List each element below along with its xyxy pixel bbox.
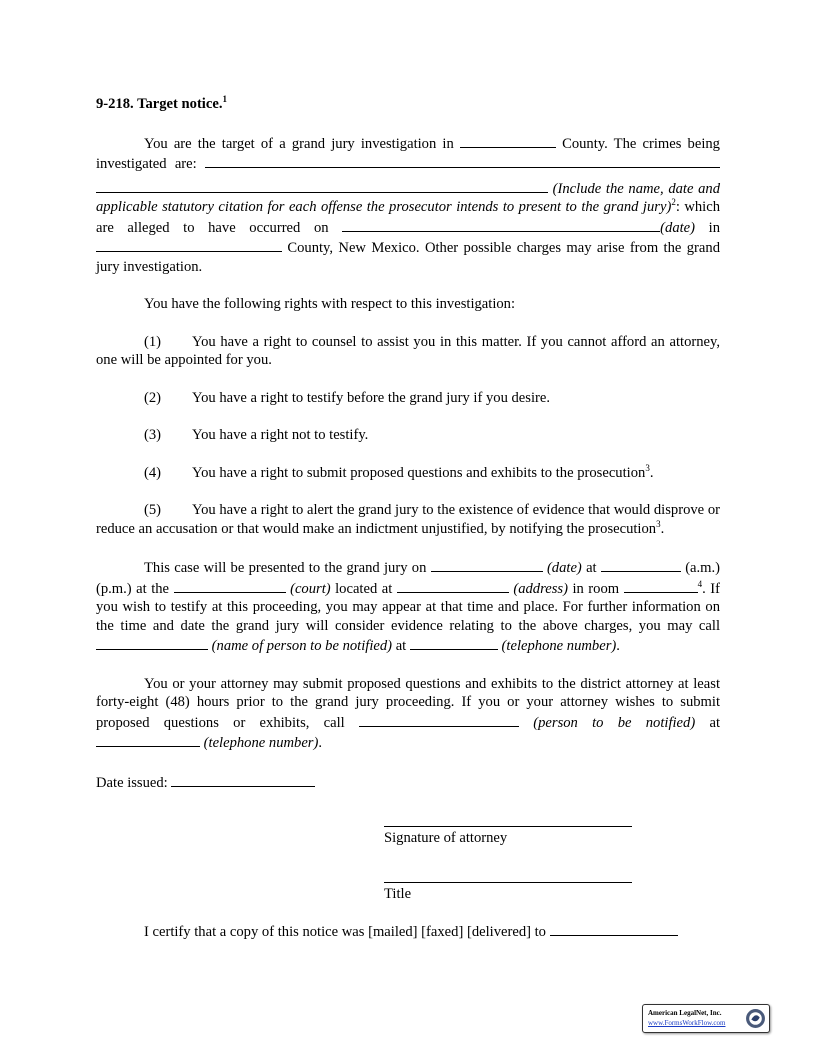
- footnote-ref: 2: [671, 197, 676, 208]
- text: . If you wish to testify at this proceeding, you may appear at that time and place. For further information on the time and date the grand jury will consider evidence relating to the above charges, you may call: [96, 580, 721, 634]
- signature-line[interactable]: [384, 806, 632, 827]
- time-blank[interactable]: [601, 557, 681, 572]
- submit-paragraph: [96, 675, 720, 753]
- item-number: (3): [144, 427, 162, 443]
- certify-paragraph: [96, 921, 720, 942]
- text: County, New Mexico. Other possible charges may arise from the grand jury investigation.: [96, 240, 720, 275]
- logo-company: American LegalNet, Inc.: [648, 1009, 722, 1017]
- text: at: [586, 560, 597, 576]
- crimes-blank-2[interactable]: [96, 174, 548, 193]
- text: You are the target of a grand jury investigation in: [144, 135, 454, 152]
- phone-label: (telephone number): [501, 638, 617, 654]
- instruction-text: (Include the name, date and applicable statutory citation for each offense the prosecutor intends to present to the grand jury): [96, 180, 720, 215]
- address-blank[interactable]: [397, 578, 509, 593]
- title-label: Title: [384, 885, 412, 902]
- signature-label: Signature of attorney: [384, 830, 508, 846]
- footnote-ref: 3: [645, 462, 650, 473]
- text: in: [708, 219, 721, 236]
- date-label: (date): [660, 219, 696, 236]
- submit-person-blank[interactable]: [359, 712, 519, 727]
- footnote-ref: 4: [697, 578, 703, 589]
- court-blank[interactable]: [174, 578, 286, 593]
- text: at: [395, 638, 407, 654]
- room-blank[interactable]: [624, 578, 698, 593]
- attorney-signature-block: [384, 806, 632, 848]
- rights-intro: You have the following rights with respect to this investigation:: [144, 296, 516, 312]
- publisher-logo[interactable]: [642, 1004, 770, 1033]
- text: located at: [335, 580, 393, 597]
- text: .: [616, 638, 620, 654]
- text: : which are alleged to have occurred on: [96, 199, 720, 236]
- footnote-ref: 1: [222, 94, 227, 105]
- date-label: (date): [546, 560, 582, 576]
- logo-url[interactable]: www.FormsWorkFlow.com: [648, 1019, 726, 1027]
- right-item-1: [96, 333, 720, 370]
- item-number: (5): [144, 502, 162, 518]
- text: You or your attorney may submit proposed questions and exhibits to the district attorney at least forty-eight (48) hours prior to the grand jury proceeding. If you or your attorney wishes to submit proposed questions or exhibits, call: [96, 675, 720, 731]
- item-text: You have a right to counsel to assist you in this matter. If you cannot afford an attorney, one will be appointed for you.: [96, 333, 720, 368]
- right-item-2: [96, 389, 720, 408]
- address-label: (address): [513, 580, 568, 597]
- crimes-blank[interactable]: [205, 153, 720, 168]
- occurred-date-blank[interactable]: [342, 217, 660, 232]
- court-label: (court): [290, 580, 331, 597]
- case-paragraph: [96, 557, 720, 656]
- date-issued-blank[interactable]: [171, 772, 315, 787]
- item-text: You have a right to alert the grand jury to the existence of evidence that would disprove or reduce an accusation or that would make an indictment unjustified, by notifying the prosecution: [96, 502, 720, 537]
- phone-label: (telephone number): [203, 735, 319, 751]
- form-title: 9-218. Target notice.: [96, 96, 223, 112]
- date-issued-row: [96, 772, 720, 793]
- title-line[interactable]: [384, 862, 632, 883]
- certify-recipient-blank[interactable]: [550, 921, 678, 936]
- text: This case will be presented to the grand jury on: [144, 560, 427, 576]
- contact-name-blank[interactable]: [96, 635, 208, 650]
- title-block: [384, 862, 632, 904]
- target-paragraph: [96, 133, 720, 277]
- right-item-5: (5) You have a right to alert the grand jury to the existence of evidence that would disprove or reduce an accusation or that would make an indictment unjustified, by notifying the prosecution$^3$.: [96, 502, 720, 537]
- text: (a.m.) (p.m.) at the: [96, 560, 721, 597]
- globe-icon: [745, 1008, 766, 1029]
- right-item-3: [96, 426, 720, 445]
- date-issued-label: Date issued:: [96, 774, 168, 791]
- county-blank[interactable]: [460, 133, 556, 148]
- county-2-blank[interactable]: [96, 237, 282, 252]
- contact-phone-blank[interactable]: [410, 635, 498, 650]
- text: I certify that a copy of this notice was [mailed] [faxed] [delivered] to: [144, 924, 546, 940]
- person-label: (person to be notified): [533, 714, 696, 731]
- text: at: [709, 714, 721, 731]
- footnote-ref: 3: [656, 518, 661, 529]
- text: County. The crimes being investigated are:: [96, 135, 720, 172]
- document-page: [96, 95, 720, 961]
- item-text: You have a right to submit proposed questions and exhibits to the prosecution: [192, 464, 646, 481]
- text: .: [318, 735, 322, 751]
- item-number: (1): [144, 333, 162, 350]
- submit-phone-blank[interactable]: [96, 732, 200, 747]
- item-number: (4): [144, 464, 162, 481]
- item-number: (2): [144, 389, 162, 406]
- item-text: You have a right not to testify.: [192, 427, 369, 443]
- right-item-4: (4) You have a right to submit proposed questions and exhibits to the prosecution$^3$.: [144, 462, 654, 481]
- text: in room: [572, 580, 620, 597]
- item-text: You have a right to testify before the grand jury if you desire.: [192, 389, 551, 406]
- form-heading: [96, 95, 720, 114]
- presentation-date-blank[interactable]: [431, 557, 543, 572]
- person-label: (name of person to be notified): [211, 638, 393, 654]
